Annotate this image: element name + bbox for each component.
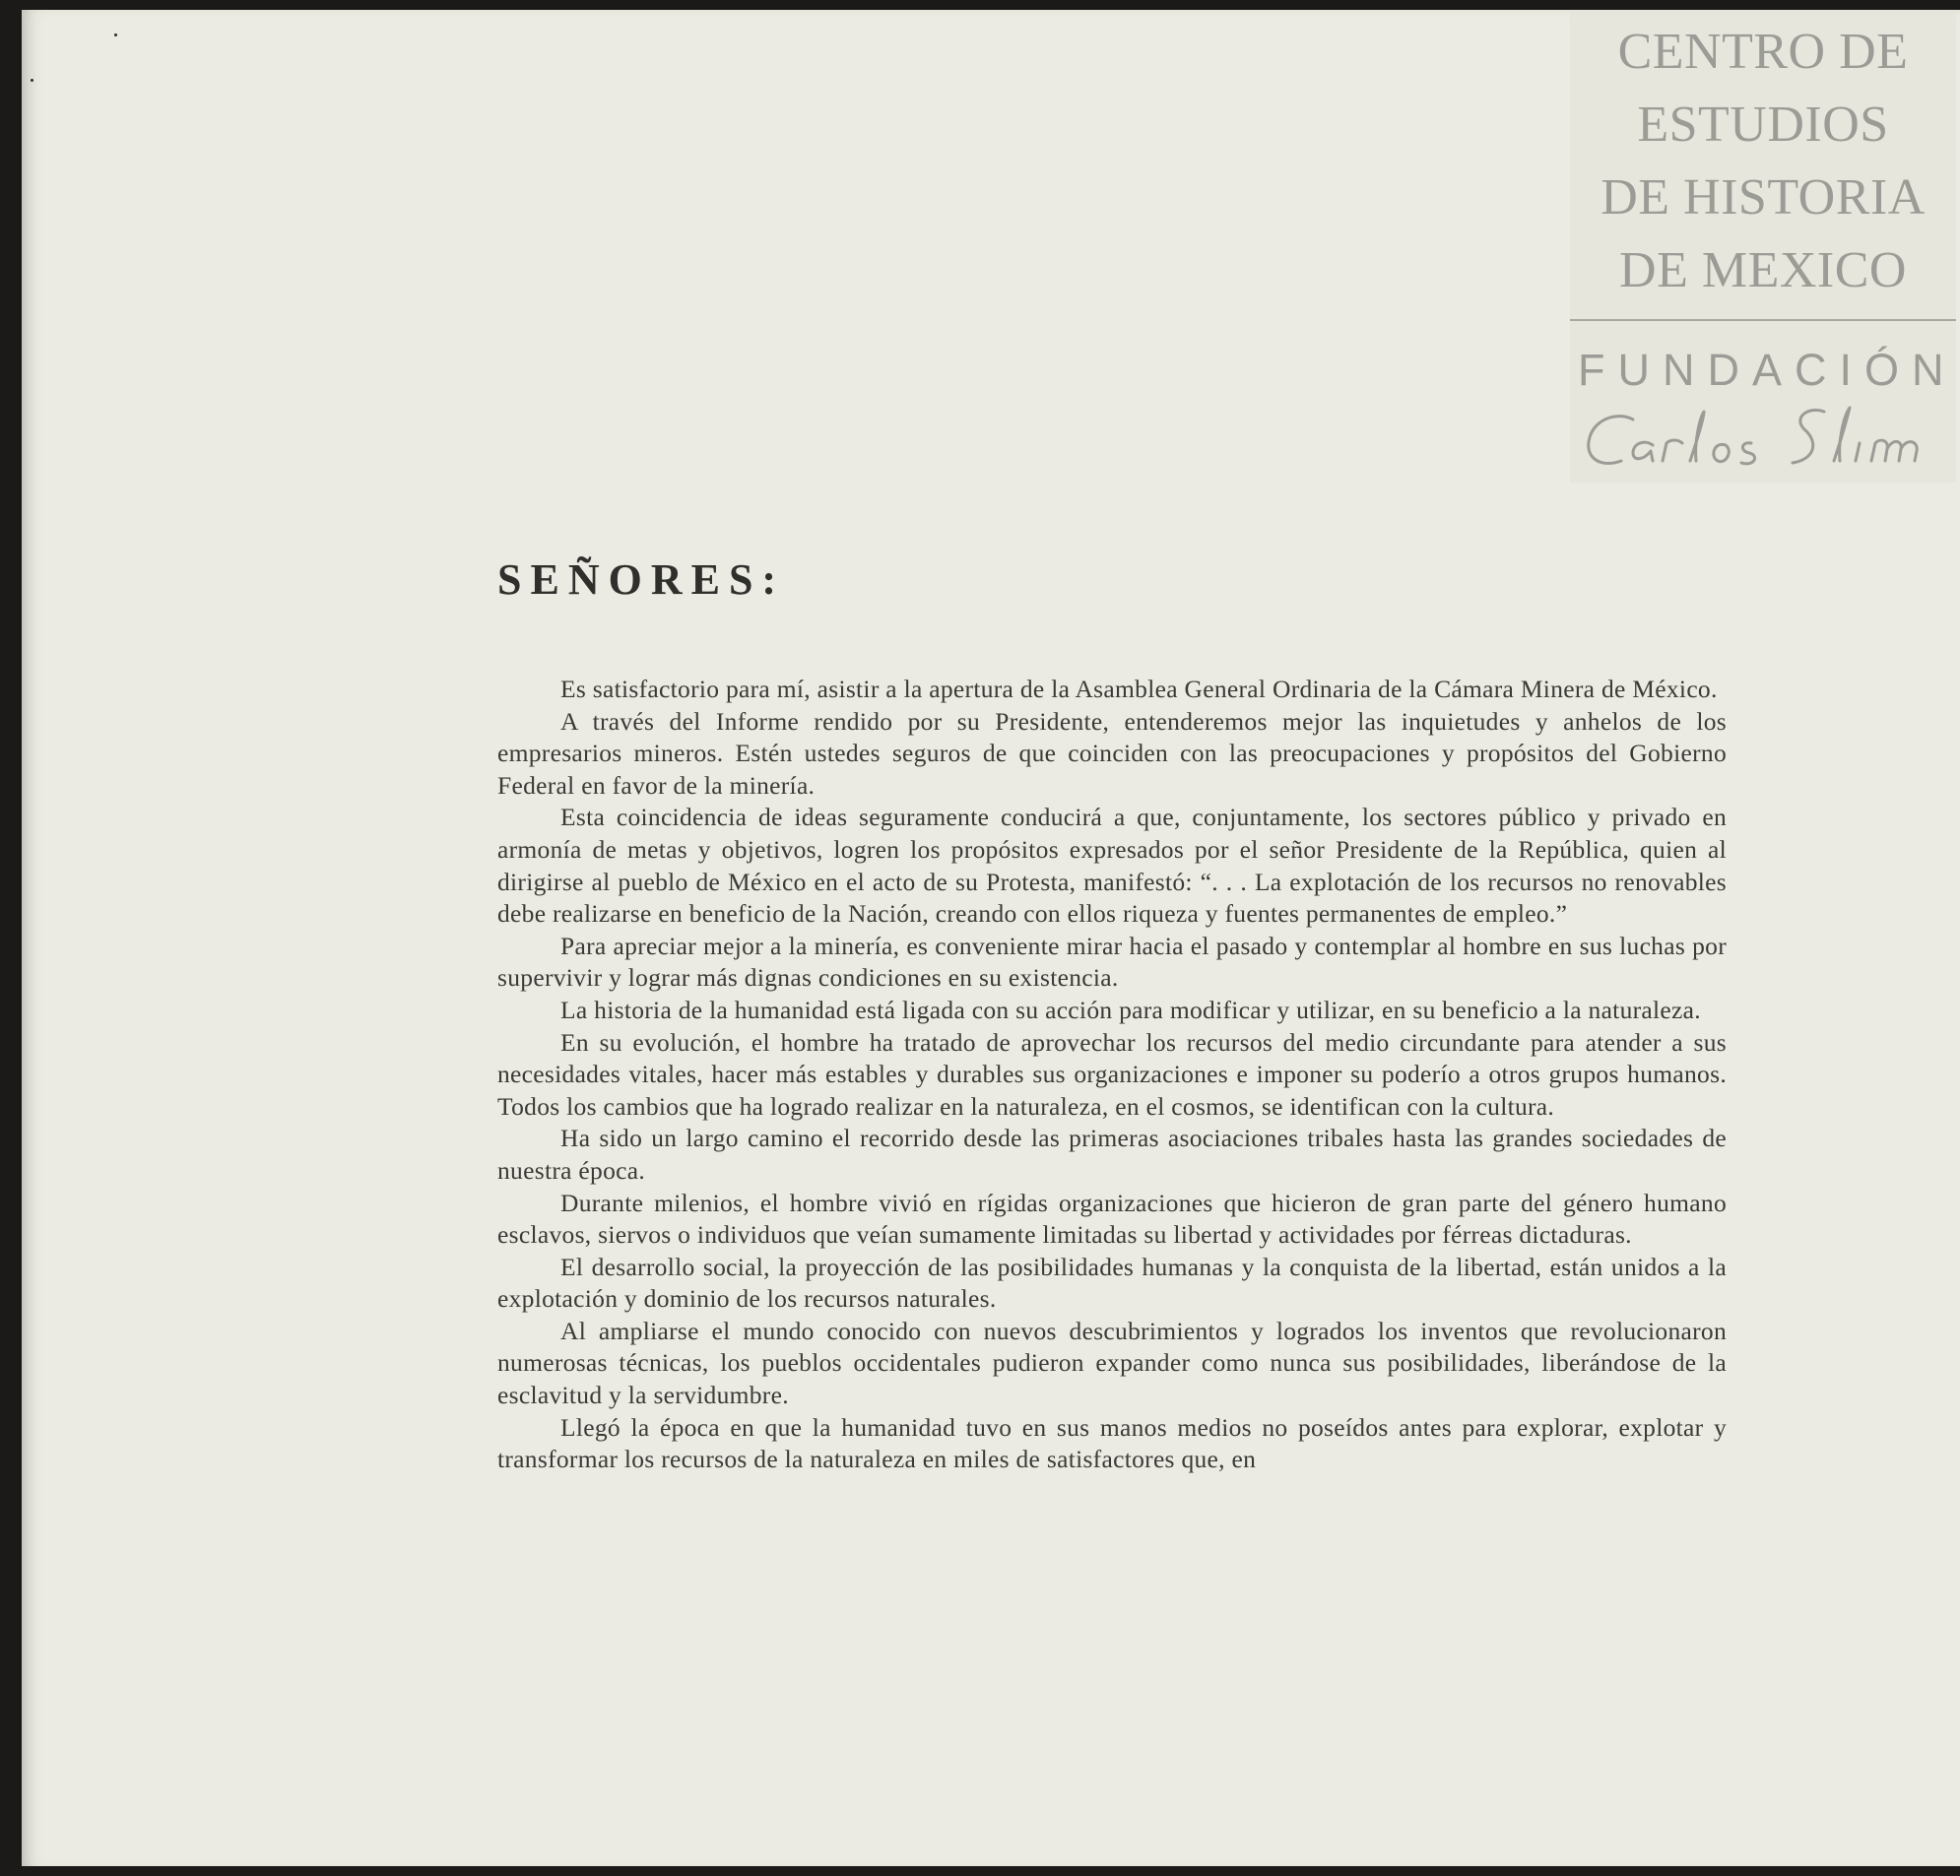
paragraph: Para apreciar mejor a la minería, es conveniente mirar hacia el pasado y contemplar al hombre en sus luchas por supervivir y lograr más dignas condiciones en su existencia. bbox=[497, 931, 1727, 993]
paragraph: Esta coincidencia de ideas seguramente conducirá a que, conjuntamente, los sectores público y privado en armonía de metas y objetivos, logren los propósitos expresados por el señor Presidente de la República, quien al dirigirse al pueblo de México en el acto de su Protesta, manifestó: “. . . La explotación de los recursos no renovables debe realizarse en beneficio de la Nación, creando con ellos riqueza y fuentes permanentes de empleo.” bbox=[497, 803, 1727, 929]
paragraph: A través del Informe rendido por su Presidente, entenderemos mejor las inquietudes y anhelos de los empresarios mineros. Estén ustedes seguros de que coinciden con las preocupaciones y propósitos del Gobierno Federal en favor de la minería. bbox=[497, 706, 1727, 800]
watermark-line: DE MEXICO bbox=[1619, 242, 1907, 298]
paragraph: Ha sido un largo camino el recorrido desde las primeras asociaciones tribales hasta las grandes sociedades de nuestra época. bbox=[497, 1124, 1727, 1185]
paper-speck bbox=[31, 79, 33, 82]
document-body bbox=[497, 550, 1727, 1476]
paragraph: Llegó la época en que la humanidad tuvo en sus manos medios no poseídos antes para explorar, explotar y transformar los recursos de la naturaleza en miles de satisfactores que, en bbox=[497, 1412, 1727, 1474]
salutation-heading: SEÑORES: bbox=[497, 555, 786, 604]
watermark-fundacion: FUNDACIÓN bbox=[1578, 345, 1957, 395]
paragraph: En su evolución, el hombre ha tratado de aprovechar los recursos del medio circundante para atender a sus necesidades vitales, hacer más estables y durables sus organizaciones e imponer su poderío a otros grupos humanos. Todos los cambios que ha logrado realizar en la naturaleza, en el cosmos, se identifican con la cultura. bbox=[497, 1027, 1727, 1121]
paper-speck bbox=[114, 33, 117, 36]
paragraph: El desarrollo social, la proyección de las posibilidades humanas y la conquista de la libertad, están unidos a la explotación y dominio de los recursos naturales. bbox=[497, 1252, 1727, 1314]
paragraph: Es satisfactorio para mí, asistir a la apertura de la Asamblea General Ordinaria de la Cámara Minera de México. bbox=[560, 675, 1718, 703]
watermark-title bbox=[1570, 12, 1956, 307]
watermark-line: ESTUDIOS bbox=[1637, 97, 1889, 153]
paragraph: Al ampliarse el mundo conocido con nuevos descubrimientos y logrados los inventos que revolucionaron numerosas técnicas, los pueblos occidentales pudieron expander como nunca sus posibilidades, liberándose de la esclavitud y la servidumbre. bbox=[497, 1316, 1727, 1410]
watermark-line: CENTRO DE bbox=[1617, 24, 1909, 80]
paragraph: Durante milenios, el hombre vivió en rígidas organizaciones que hicieron de gran parte del género humano esclavos, siervos o individuos que veían sumamente limitadas su libertad y actividades por férreas dictaduras. bbox=[497, 1188, 1727, 1250]
watermark-divider bbox=[1570, 319, 1956, 321]
institution-watermark bbox=[1570, 12, 1956, 483]
paragraph: La historia de la humanidad está ligada con su acción para modificar y utilizar, en su beneficio a la naturaleza. bbox=[560, 995, 1701, 1024]
watermark-line: DE HISTORIA bbox=[1601, 169, 1926, 226]
signature-logo bbox=[1570, 398, 1956, 482]
signature-logo-icon bbox=[1576, 398, 1950, 477]
